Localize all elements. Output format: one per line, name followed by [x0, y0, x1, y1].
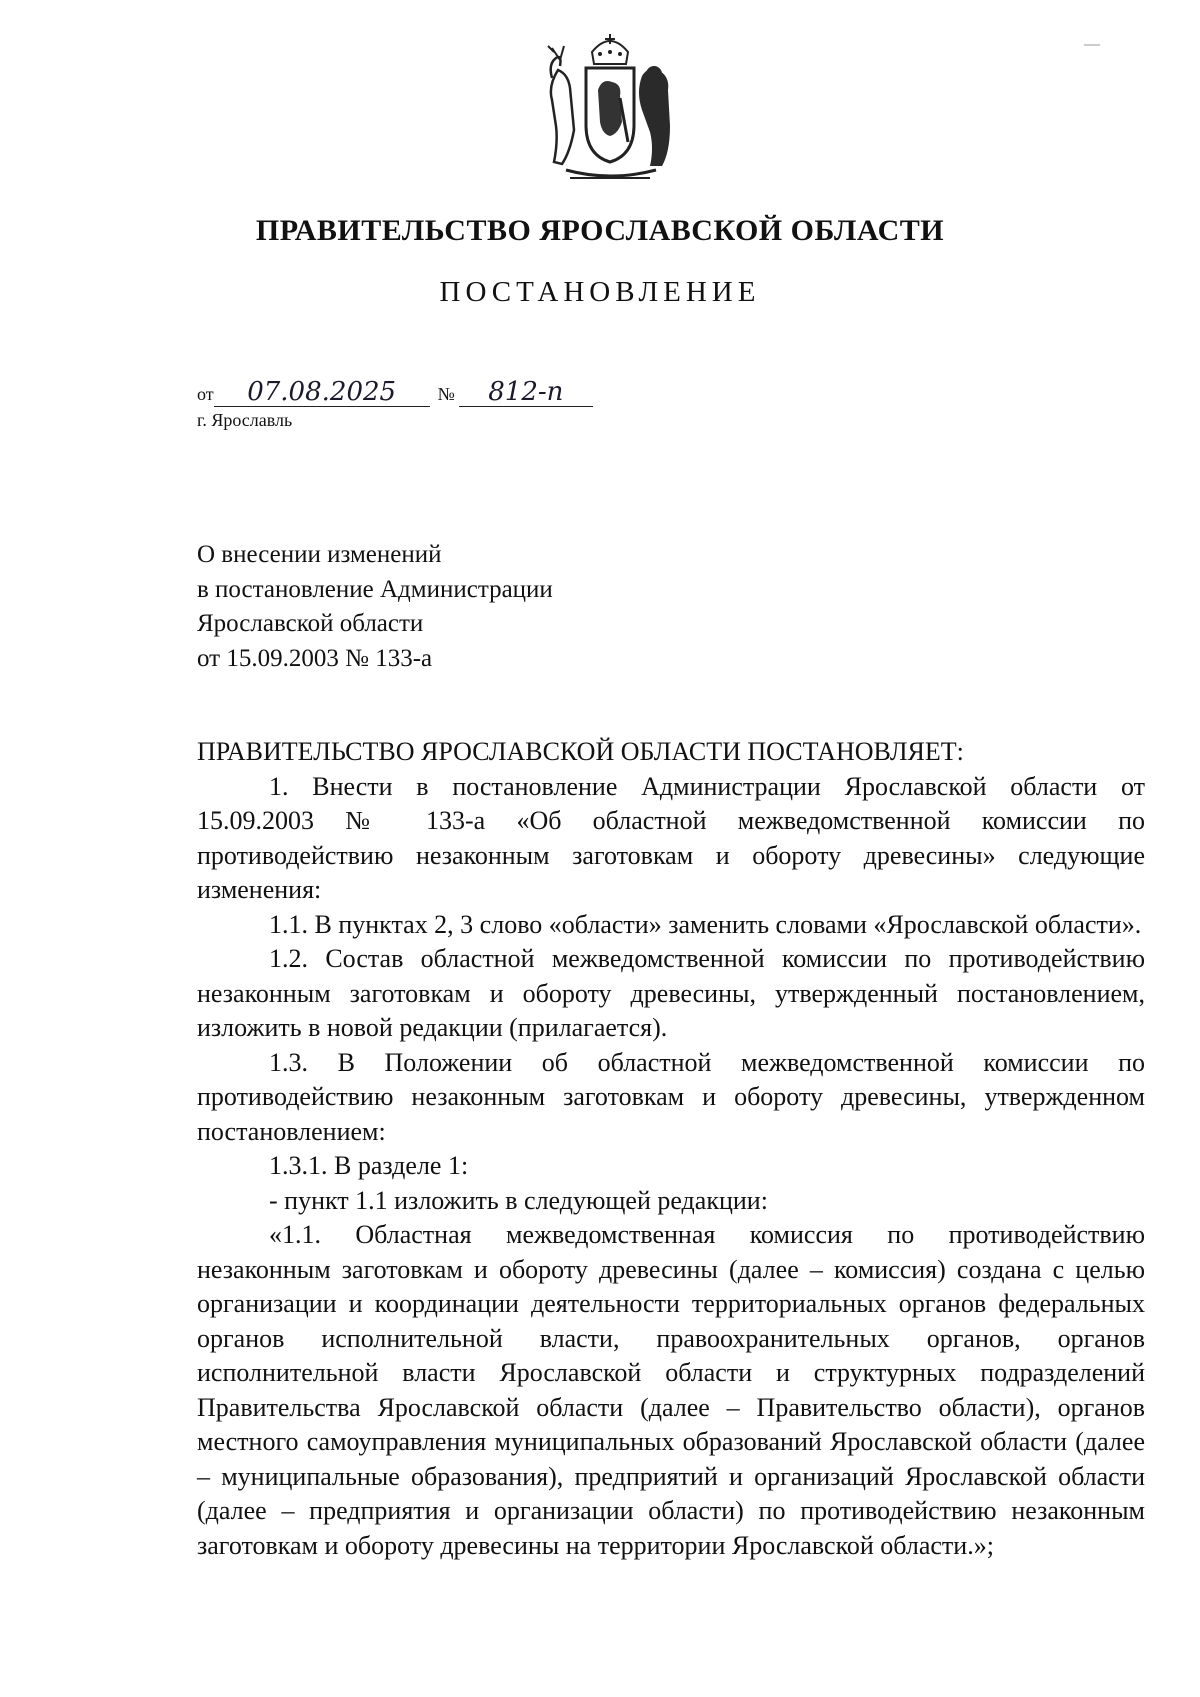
paragraph-quoted-text: «1.1. Областная межведомственная комиссия по противодействию незаконным заготовкам и обороту древесины (далее – комиссия) создана с целью организации и координации деятельности территориальных органов федеральных органов исполнительной власти, правоохранительных органов, органов исполнительной власти Ярославской области и структурных подразделений Правительства Ярославской области (далее – Правительство области), органов местного самоуправления муниципальных образований Ярославской области (далее – муниципальные образования), предприятий и организаций Ярославской области (далее – предприятия и организации области) по противодействию незаконным заготовкам и обороту древесины на территории Ярославской области.»;	[197, 1220, 1145, 1560]
subject-line: О внесении изменений	[197, 541, 442, 568]
paragraph-1-2: 1.2. Состав областной межведомственной комиссии по противодействию незаконным заготовкам и обороту древесины, утвержденный постановлением, изложить в новой редакции (прилагается).	[197, 944, 1145, 1042]
date-number-line	[197, 378, 593, 407]
document-type: ПОСТАНОВЛЕНИЕ	[439, 276, 761, 308]
subject-line: Ярославской области	[197, 610, 424, 637]
date-value: 07.08.2025	[214, 378, 430, 407]
government-title: ПРАВИТЕЛЬСТВО ЯРОСЛАВСКОЙ ОБЛАСТИ	[255, 214, 945, 247]
resolution-heading: ПРАВИТЕЛЬСТВО ЯРОСЛАВСКОЙ ОБЛАСТИ ПОСТАНОВЛЯЕТ:	[197, 737, 964, 766]
document-body	[197, 735, 1145, 1563]
yaroslavl-coat-of-arms-icon	[530, 30, 690, 190]
scan-artifact	[1084, 44, 1100, 46]
paragraph-dash-item: - пункт 1.1 изложить в следующей редакции:	[269, 1185, 768, 1215]
city: г. Ярославль	[197, 410, 293, 430]
subject-line: от 15.09.2003 № 133-а	[197, 644, 433, 672]
paragraph-1-3: 1.3. В Положении об областной межведомственной комиссии по противодействию незаконным заготовкам и обороту древесины, утвержденном постановлением:	[197, 1047, 1145, 1146]
document-subject	[197, 538, 553, 676]
document-meta	[197, 378, 593, 433]
paragraph-1-1: 1.1. В пунктах 2, 3 слово «области» заменить словами «Ярославской области».	[269, 909, 1142, 939]
paragraph-1-3-1: 1.3.1. В разделе 1:	[269, 1151, 469, 1180]
paragraph-1: 1. Внести в постановление Администрации Ярославской области от 15.09.2003 № 133-а «Об областной межведомственной комиссии по противодействию незаконным заготовкам и обороту древесины» следующие изменения:	[197, 771, 1145, 904]
number-prefix: №	[437, 384, 455, 404]
subject-line: в постановление Администрации	[197, 575, 553, 603]
date-prefix: от	[197, 384, 214, 404]
number-value: 812-п	[459, 378, 593, 407]
